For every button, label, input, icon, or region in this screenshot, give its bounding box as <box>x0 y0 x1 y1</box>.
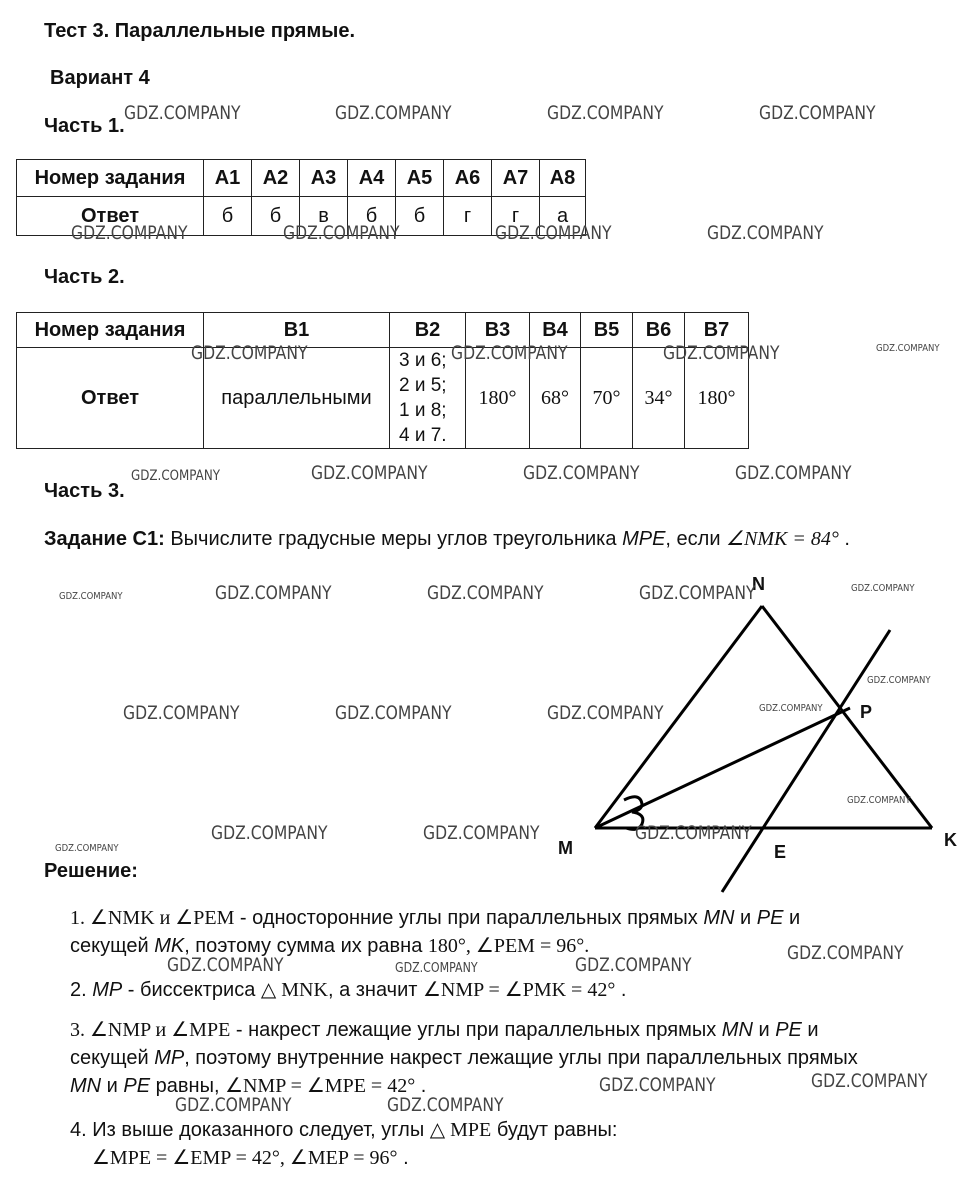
label-N: N <box>752 574 765 594</box>
part1-answer-a6: г <box>444 197 492 236</box>
s3-pe: PE <box>775 1019 802 1041</box>
s1-angles: 1. ∠NMK и ∠PEM <box>70 907 235 929</box>
task-c1-triangle: MPE <box>622 528 666 550</box>
watermark: GDZ.COMPANY <box>55 843 119 854</box>
s4-result: ∠MPE = ∠EMP = 42°, ∠MEP = 96° <box>92 1147 398 1169</box>
solution-step-4 <box>70 1116 950 1172</box>
b2-line-3: 1 и 8; <box>399 400 447 421</box>
watermark: GDZ.COMPANY <box>876 343 940 354</box>
s2-text2: , а значит <box>327 979 423 1001</box>
s2-text: - биссектриса <box>122 979 261 1001</box>
watermark: GDZ.COMPANY <box>851 583 915 594</box>
part1-task-a8: А8 <box>540 160 586 197</box>
task-c1-angle: ∠NMK = 84° <box>726 528 839 550</box>
part1-task-a2: А2 <box>252 160 300 197</box>
part1-task-a3: А3 <box>300 160 348 197</box>
s4-text: 4. Из выше доказанного следует, углы <box>70 1119 430 1141</box>
watermark: GDZ.COMPANY <box>523 462 640 484</box>
watermark: GDZ.COMPANY <box>575 954 692 976</box>
watermark: GDZ.COMPANY <box>311 462 428 484</box>
s3-text2: , поэтому внутренние накрест лежащие углы при параллельных прямых <box>184 1047 858 1069</box>
part1-header-label: Номер задания <box>17 160 204 197</box>
watermark: GDZ.COMPANY <box>59 591 123 602</box>
s3-mn2: MN <box>70 1075 102 1097</box>
part2-answer-label: Ответ <box>17 348 204 449</box>
watermark: GDZ.COMPANY <box>211 822 328 844</box>
watermark: GDZ.COMPANY <box>427 582 544 604</box>
part1-answer-a8: а <box>540 197 586 236</box>
watermark: GDZ.COMPANY <box>71 222 188 244</box>
watermark: GDZ.COMPANY <box>175 1094 292 1116</box>
watermark: GDZ.COMPANY <box>335 102 452 124</box>
s4-triangle: △ MPE <box>429 1119 492 1141</box>
s1-mk: MK <box>154 935 185 957</box>
s2-num: 2. <box>70 979 93 1001</box>
watermark: GDZ.COMPANY <box>215 582 332 604</box>
s2-result: ∠NMP = ∠PMK = 42° <box>422 979 616 1001</box>
s3-and3: и <box>101 1075 124 1097</box>
watermark: GDZ.COMPANY <box>847 795 911 806</box>
label-M: M <box>558 838 573 858</box>
watermark: GDZ.COMPANY <box>387 1094 504 1116</box>
s3-and: и <box>752 1019 776 1041</box>
watermark: GDZ.COMPANY <box>451 342 568 364</box>
part2-task-b4: В4 <box>530 313 581 348</box>
watermark: GDZ.COMPANY <box>124 102 241 124</box>
watermark: GDZ.COMPANY <box>663 342 780 364</box>
part2-header-label: Номер задания <box>17 313 204 348</box>
s3-end: . <box>415 1075 427 1097</box>
part2-task-b7: В7 <box>685 313 749 348</box>
label-E: E <box>774 842 787 862</box>
watermark: GDZ.COMPANY <box>787 942 904 964</box>
part2-task-b2: В2 <box>390 313 466 348</box>
variant-label: Вариант 4 <box>50 67 150 89</box>
part1-answer-a7: г <box>492 197 540 236</box>
s1-sum: , поэтому сумма их равна <box>184 935 428 957</box>
s4-end: . <box>397 1147 409 1169</box>
part1-answer-a4: б <box>348 197 396 236</box>
page-title: Тест 3. Параллельные прямые. <box>44 20 355 42</box>
s3-equal: равны, <box>150 1075 226 1097</box>
s1-secant: секущей <box>70 935 155 957</box>
part1-answer-a2: б <box>252 197 300 236</box>
watermark: GDZ.COMPANY <box>191 342 308 364</box>
solution-step-2 <box>70 976 626 1004</box>
watermark: GDZ.COMPANY <box>735 462 852 484</box>
part1-answer-a1: б <box>204 197 252 236</box>
watermark: GDZ.COMPANY <box>423 822 540 844</box>
b2-line-2: 2 и 5; <box>399 375 447 396</box>
watermark: GDZ.COMPANY <box>707 222 824 244</box>
watermark: GDZ.COMPANY <box>811 1070 928 1092</box>
s1-pe: PE <box>756 907 784 929</box>
b2-line-4: 4 и 7. <box>399 425 447 446</box>
part2-label: Часть 2. <box>44 266 125 288</box>
part1-answer-label: Ответ <box>17 197 204 236</box>
s2-mp: MP <box>92 979 123 1001</box>
s1-result: 180°, ∠PEM = 96°. <box>427 935 590 957</box>
part1-answer-a3: в <box>300 197 348 236</box>
part1-answer-a5: б <box>396 197 444 236</box>
watermark: GDZ.COMPANY <box>639 582 756 604</box>
solution-label: Решение: <box>44 860 138 882</box>
part1-task-a7: А7 <box>492 160 540 197</box>
watermark: GDZ.COMPANY <box>547 102 664 124</box>
s1-and2: и <box>783 907 801 929</box>
watermark: GDZ.COMPANY <box>283 222 400 244</box>
watermark: GDZ.COMPANY <box>131 468 220 484</box>
task-c1-end: . <box>838 528 850 550</box>
part2-answer-b6: 34° <box>633 348 685 449</box>
task-c1-text: Вычислите градусные меры углов треугольника <box>164 528 623 550</box>
part1-label: Часть 1. <box>44 115 125 137</box>
watermark: GDZ.COMPANY <box>123 702 240 724</box>
s3-text: - накрест лежащие углы при параллельных прямых <box>230 1019 722 1041</box>
part2-answer-b4: 68° <box>530 348 581 449</box>
part1-task-a6: А6 <box>444 160 492 197</box>
line-PE <box>722 630 890 892</box>
s3-result: ∠NMP = ∠MPE = 42° <box>225 1075 416 1097</box>
watermark: GDZ.COMPANY <box>759 102 876 124</box>
s3-mn: MN <box>721 1019 753 1041</box>
part1-task-a4: А4 <box>348 160 396 197</box>
part2-task-b3: В3 <box>466 313 530 348</box>
s3-pe2: PE <box>123 1075 151 1097</box>
watermark: GDZ.COMPANY <box>167 954 284 976</box>
watermark: GDZ.COMPANY <box>635 822 752 844</box>
s4-text2: будут равны: <box>491 1119 618 1141</box>
watermark: GDZ.COMPANY <box>335 702 452 724</box>
part2-answer-b3: 180° <box>466 348 530 449</box>
s2-end: . <box>615 979 627 1001</box>
s1-text: - односторонние углы при параллельных прямых <box>234 907 704 929</box>
b2-line-1: 3 и 6; <box>399 350 447 371</box>
s3-secant: секущей <box>70 1047 155 1069</box>
watermark: GDZ.COMPANY <box>599 1074 716 1096</box>
s2-triangle: △ MNK <box>260 979 328 1001</box>
part1-task-a1: А1 <box>204 160 252 197</box>
s1-mn: MN <box>703 907 735 929</box>
task-c1-cond: , если <box>665 528 727 550</box>
part2-answer-b1: параллельными <box>204 348 390 449</box>
watermark: GDZ.COMPANY <box>495 222 612 244</box>
watermark: GDZ.COMPANY <box>395 961 478 976</box>
label-K: K <box>944 830 957 850</box>
part2-task-b1: В1 <box>204 313 390 348</box>
part2-task-b5: В5 <box>581 313 633 348</box>
watermark: GDZ.COMPANY <box>547 702 664 724</box>
part3-label: Часть 3. <box>44 480 125 502</box>
part1-task-a5: А5 <box>396 160 444 197</box>
watermark: GDZ.COMPANY <box>759 703 823 714</box>
part2-answer-b7: 180° <box>685 348 749 449</box>
part2-task-b6: В6 <box>633 313 685 348</box>
part2-answer-b5: 70° <box>581 348 633 449</box>
s3-angles: 3. ∠NMP и ∠MPE <box>70 1019 231 1041</box>
s3-mp: MP <box>154 1047 185 1069</box>
watermark: GDZ.COMPANY <box>867 675 931 686</box>
s3-and2: и <box>801 1019 819 1041</box>
task-c1-label: Задание С1: <box>44 528 165 550</box>
s1-and: и <box>734 907 757 929</box>
line-MP <box>595 708 850 828</box>
label-P: P <box>860 702 873 722</box>
